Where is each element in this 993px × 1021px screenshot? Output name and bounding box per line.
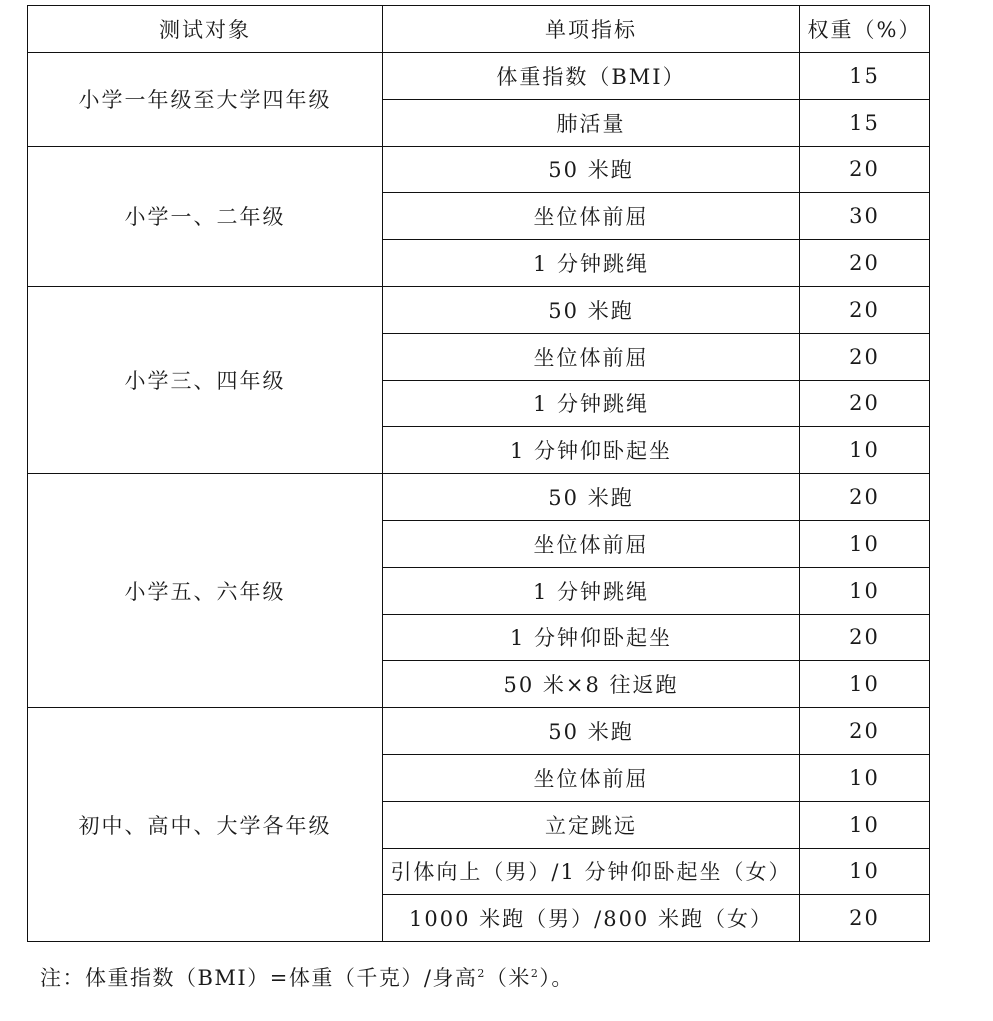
indicator-cell: 1000 米跑（男）/800 米跑（女）	[383, 895, 800, 942]
table-row	[28, 474, 930, 521]
weight-cell: 20	[800, 286, 930, 333]
superscript: 2	[530, 967, 540, 980]
table-row	[28, 286, 930, 333]
indicator-cell: 50 米跑	[383, 708, 800, 755]
footnote-suffix: ）。	[539, 966, 574, 990]
indicator-cell: 50 米跑	[383, 146, 800, 193]
table-row	[28, 53, 930, 100]
weight-cell: 20	[800, 708, 930, 755]
indicator-cell: 体重指数（BMI）	[383, 53, 800, 100]
weight-cell: 10	[800, 661, 930, 708]
footnote-prefix: 注：体重指数（BMI）=体重（千克）/身高	[40, 966, 478, 990]
indicator-cell: 立定跳远	[383, 801, 800, 848]
weight-cell: 20	[800, 240, 930, 287]
weight-cell: 10	[800, 754, 930, 801]
header-row	[28, 6, 930, 53]
subject-cell: 小学五、六年级	[28, 474, 383, 708]
indicator-cell: 1 分钟跳绳	[383, 240, 800, 287]
header-weight: 权重（%）	[800, 6, 930, 53]
subject-cell: 小学一年级至大学四年级	[28, 53, 383, 147]
subject-cell: 小学三、四年级	[28, 286, 383, 473]
table-row	[28, 146, 930, 193]
weight-cell: 20	[800, 474, 930, 521]
weight-cell: 10	[800, 848, 930, 895]
weight-cell: 30	[800, 193, 930, 240]
indicator-cell: 50 米跑	[383, 474, 800, 521]
weights-table	[27, 5, 930, 942]
header-subject: 测试对象	[28, 6, 383, 53]
weight-cell: 20	[800, 895, 930, 942]
indicator-cell: 引体向上（男）/1 分钟仰卧起坐（女）	[383, 848, 800, 895]
indicator-cell: 1 分钟跳绳	[383, 567, 800, 614]
weight-cell: 15	[800, 99, 930, 146]
indicator-cell: 坐位体前屈	[383, 193, 800, 240]
weight-cell: 10	[800, 427, 930, 474]
indicator-cell: 坐位体前屈	[383, 520, 800, 567]
table-row	[28, 708, 930, 755]
weight-cell: 20	[800, 146, 930, 193]
indicator-cell: 1 分钟仰卧起坐	[383, 427, 800, 474]
weight-cell: 10	[800, 520, 930, 567]
header-indicator: 单项指标	[383, 6, 800, 53]
footnote-middle: （米	[485, 966, 531, 990]
superscript: 2	[477, 967, 486, 980]
footnote	[40, 962, 574, 992]
indicator-cell: 坐位体前屈	[383, 754, 800, 801]
weight-cell: 15	[800, 53, 930, 100]
weight-cell: 10	[800, 801, 930, 848]
indicator-cell: 50 米跑	[383, 286, 800, 333]
indicator-cell: 1 分钟仰卧起坐	[383, 614, 800, 661]
weight-cell: 20	[800, 333, 930, 380]
indicator-cell: 肺活量	[383, 99, 800, 146]
subject-cell: 初中、高中、大学各年级	[28, 708, 383, 942]
weight-cell: 10	[800, 567, 930, 614]
weight-cell: 20	[800, 380, 930, 427]
indicator-cell: 1 分钟跳绳	[383, 380, 800, 427]
subject-cell: 小学一、二年级	[28, 146, 383, 286]
weight-cell: 20	[800, 614, 930, 661]
indicator-cell: 50 米×8 往返跑	[383, 661, 800, 708]
indicator-cell: 坐位体前屈	[383, 333, 800, 380]
